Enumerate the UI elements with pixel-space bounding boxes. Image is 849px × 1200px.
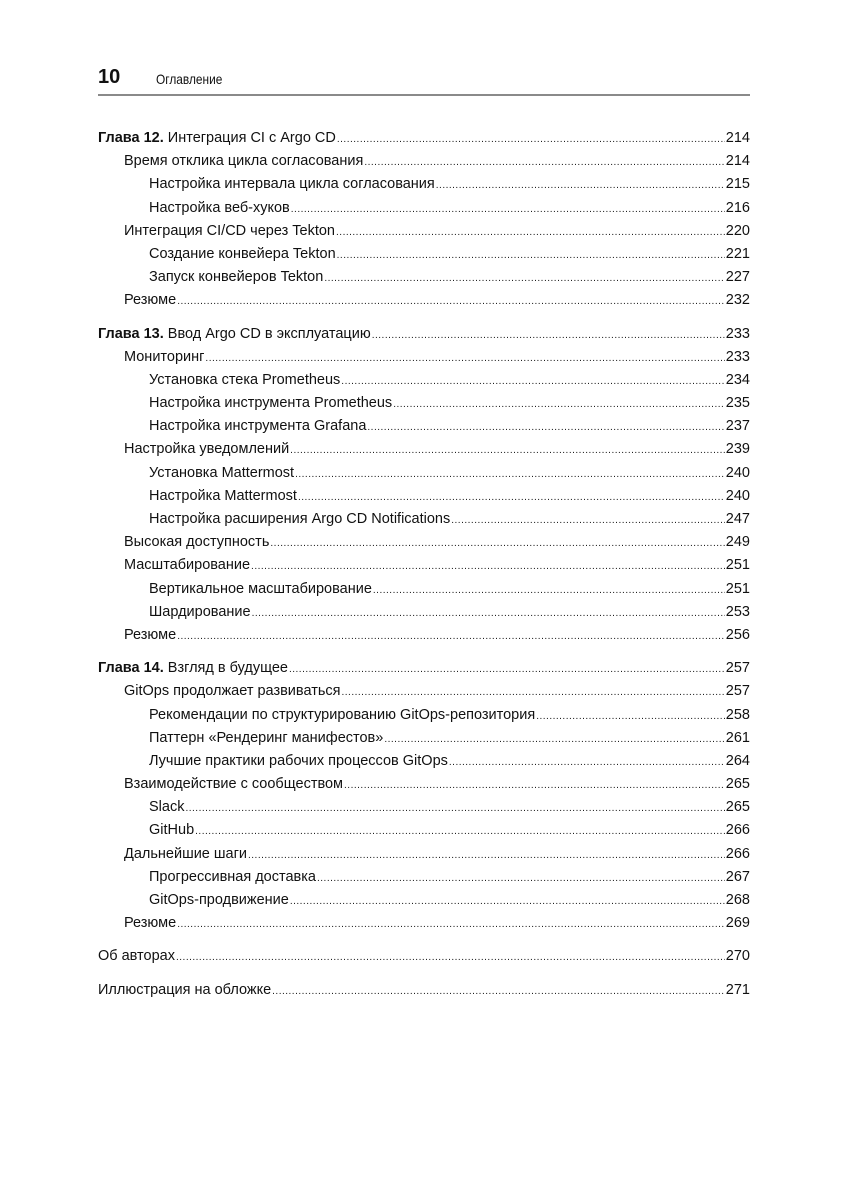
dot-leader — [373, 581, 725, 597]
toc-entry[interactable] — [98, 395, 750, 418]
toc-entry-title — [98, 130, 336, 146]
toc-entry-text: Настройка уведомлений — [124, 441, 290, 458]
dot-leader — [291, 200, 725, 216]
toc-page-number: 214 — [725, 130, 750, 146]
toc-entry-title — [124, 627, 176, 643]
toc-page-number: 265 — [725, 799, 750, 816]
toc-entry-title — [124, 223, 335, 239]
toc-entry-title — [124, 534, 269, 550]
dot-leader — [342, 683, 725, 699]
toc-entry[interactable] — [98, 982, 750, 1005]
toc-entry[interactable] — [98, 269, 750, 292]
toc-entry-title — [124, 557, 250, 573]
toc-page-number: 227 — [725, 269, 750, 286]
table-of-contents — [98, 130, 750, 1005]
toc-entry-text: Шардирование — [149, 603, 251, 620]
toc-entry-title — [124, 915, 176, 931]
toc-page-number: 271 — [725, 981, 750, 998]
toc-entry[interactable] — [98, 441, 750, 464]
dot-leader — [205, 349, 724, 365]
toc-entry-text: Резюме — [124, 292, 177, 309]
dot-leader — [298, 488, 725, 504]
toc-entry[interactable] — [98, 892, 750, 915]
toc-entry-title — [149, 799, 184, 815]
toc-entry-text: Лучшие практики рабочих процессов GitOps — [149, 752, 448, 769]
toc-entry-title — [149, 822, 194, 838]
toc-page-number: 239 — [725, 441, 750, 458]
toc-entry[interactable] — [98, 418, 750, 441]
toc-entry-text: Настройка интервала цикла согласования — [149, 176, 435, 193]
toc-entry-text: GitOps продолжает развиваться — [124, 683, 341, 700]
toc-entry-text: Интеграция CI/CD через Tekton — [124, 222, 336, 239]
toc-entry-title — [124, 683, 341, 699]
toc-entry-title — [124, 776, 343, 792]
toc-entry-text: Резюме — [124, 626, 177, 643]
toc-page-number: 256 — [725, 626, 750, 643]
toc-page-number: 266 — [725, 845, 750, 862]
dot-leader — [341, 372, 725, 388]
toc-entry[interactable] — [98, 846, 750, 869]
toc-entry-text: Мониторинг — [124, 348, 205, 365]
dot-leader — [324, 269, 724, 285]
toc-entry[interactable] — [98, 915, 750, 938]
toc-entry-title — [149, 581, 372, 597]
dot-leader — [337, 130, 725, 146]
toc-page-number: 261 — [725, 729, 750, 746]
toc-entry[interactable] — [98, 948, 750, 971]
toc-page-number: 221 — [725, 245, 750, 262]
toc-entry-text: Установка стека Prometheus — [149, 371, 341, 388]
toc-entry-text: Установка Mattermost — [149, 464, 295, 481]
toc-page-number: 264 — [725, 752, 750, 769]
dot-leader — [451, 511, 725, 527]
toc-entry-text: Дальнейшие шаги — [124, 845, 247, 862]
toc-entry[interactable] — [98, 627, 750, 650]
toc-page-number: 240 — [725, 487, 750, 504]
toc-page-number: 265 — [725, 776, 750, 793]
toc-entry-title — [149, 395, 392, 411]
dot-leader — [367, 418, 724, 434]
toc-entry-text: Интеграция CI с Argo CD — [167, 130, 336, 146]
toc-entry-title — [149, 372, 340, 388]
dot-leader — [449, 753, 725, 769]
dot-leader — [536, 707, 725, 723]
toc-page-number: 220 — [725, 222, 750, 239]
toc-entry-title — [98, 982, 271, 998]
toc-page-number: 235 — [725, 395, 750, 412]
toc-entry-title — [149, 511, 450, 527]
toc-page-number: 268 — [725, 892, 750, 908]
toc-entry-text: Ввод Argo CD в эксплуатацию — [167, 325, 371, 342]
dot-leader — [372, 326, 725, 342]
toc-entry-text: Запуск конвейеров Tekton — [149, 269, 324, 286]
toc-page-number: 240 — [725, 464, 750, 481]
toc-entry-text: Об авторах — [98, 948, 175, 965]
toc-entry-title — [149, 418, 366, 434]
toc-entry-text: GitHub — [149, 822, 195, 839]
toc-entry[interactable] — [98, 130, 750, 153]
dot-leader — [337, 246, 725, 262]
toc-entry-title — [149, 707, 535, 723]
dot-leader — [177, 627, 725, 643]
toc-page-number: 237 — [725, 418, 750, 435]
toc-entry-title — [149, 604, 251, 620]
toc-entry-title — [124, 349, 204, 365]
toc-entry-text: Иллюстрация на обложке — [98, 981, 272, 998]
chapter-label: Глава 13. — [98, 325, 164, 342]
toc-page-number: 232 — [725, 292, 750, 309]
toc-page-number: 258 — [725, 706, 750, 723]
toc-entry[interactable] — [98, 153, 750, 176]
toc-entry-text: Взаимодействие с сообществом — [124, 776, 344, 793]
dot-leader — [270, 534, 724, 550]
dot-leader — [344, 776, 725, 792]
toc-entry-text: Масштабирование — [124, 557, 251, 574]
dot-leader — [289, 660, 725, 676]
toc-entry-text: Паттерн «Рендеринг манифестов» — [149, 729, 384, 746]
section-gap — [98, 938, 750, 948]
toc-page-number: 251 — [725, 557, 750, 574]
dot-leader — [336, 223, 725, 239]
toc-entry[interactable] — [98, 557, 750, 580]
dot-leader — [295, 465, 725, 481]
toc-page-number: 234 — [725, 371, 750, 388]
toc-entry-title — [98, 326, 371, 342]
toc-entry[interactable] — [98, 372, 750, 395]
toc-page-number: 216 — [725, 199, 750, 216]
toc-entry-title — [149, 730, 383, 746]
toc-entry-text: Настройка инструмента Prometheus — [149, 395, 393, 412]
chapter-label: Глава 14. — [98, 660, 164, 677]
toc-entry-text: Рекомендации по структурированию GitOps-репозитория — [149, 706, 536, 723]
dot-leader — [393, 395, 725, 411]
toc-entry-text: Создание конвейера Tekton — [149, 245, 336, 262]
toc-entry[interactable] — [98, 349, 750, 372]
dot-leader — [185, 799, 724, 815]
toc-entry-title — [98, 660, 288, 676]
toc-entry[interactable] — [98, 326, 750, 349]
toc-entry[interactable] — [98, 822, 750, 845]
toc-page-number: 270 — [725, 948, 750, 965]
toc-entry-text: Slack — [149, 799, 185, 816]
toc-entry-title — [149, 246, 336, 262]
toc-entry[interactable] — [98, 465, 750, 488]
toc-entry[interactable] — [98, 200, 750, 223]
toc-entry-title — [149, 892, 289, 908]
toc-entry-title — [98, 948, 175, 964]
toc-page-number: 251 — [725, 580, 750, 597]
toc-entry-title — [124, 846, 247, 862]
section-gap — [98, 972, 750, 982]
toc-entry-text: Настройка расширения Argo CD Notifications — [149, 511, 451, 527]
toc-entry-text: Настройка веб-хуков — [149, 199, 290, 216]
dot-leader — [364, 153, 724, 169]
toc-entry[interactable] — [98, 776, 750, 799]
toc-page-number: 215 — [725, 176, 750, 193]
dot-leader — [176, 948, 725, 964]
toc-page-number: 257 — [725, 683, 750, 700]
toc-entry[interactable] — [98, 223, 750, 246]
toc-entry[interactable] — [98, 581, 750, 604]
dot-leader — [384, 730, 724, 746]
page-header — [98, 62, 750, 96]
toc-entry-text: Резюме — [124, 915, 177, 932]
toc-page-number: 249 — [725, 534, 750, 551]
toc-entry[interactable] — [98, 660, 750, 683]
toc-entry[interactable] — [98, 730, 750, 753]
toc-page-number: 257 — [725, 660, 750, 677]
dot-leader — [252, 604, 725, 620]
toc-page-number: 253 — [725, 603, 750, 620]
toc-entry-title — [149, 465, 294, 481]
running-title: Оглавление — [156, 71, 223, 87]
toc-entry-text: GitOps-продвижение — [149, 892, 289, 908]
toc-entry[interactable] — [98, 799, 750, 822]
toc-page-number: 269 — [725, 915, 750, 932]
toc-entry-text: Время отклика цикла согласования — [124, 153, 364, 170]
toc-entry-title — [124, 441, 289, 457]
dot-leader — [290, 441, 725, 457]
toc-entry-title — [124, 153, 363, 169]
toc-entry[interactable] — [98, 753, 750, 776]
section-gap — [98, 650, 750, 660]
toc-entry[interactable] — [98, 511, 750, 534]
toc-entry[interactable] — [98, 292, 750, 315]
toc-entry-text: Прогрессивная доставка — [149, 868, 316, 885]
toc-entry-text: Настройка инструмента Grafana — [149, 418, 367, 435]
dot-leader — [177, 292, 725, 308]
page-number: 10 — [98, 66, 121, 88]
dot-leader — [290, 892, 725, 908]
toc-page-number: 247 — [725, 511, 750, 527]
dot-leader — [177, 915, 725, 931]
toc-entry-title — [149, 176, 435, 192]
toc-entry[interactable] — [98, 534, 750, 557]
toc-entry-text: Настройка Mattermost — [149, 487, 297, 504]
toc-entry[interactable] — [98, 176, 750, 199]
toc-entry-title — [149, 269, 323, 285]
toc-entry[interactable] — [98, 604, 750, 627]
toc-entry-text: Вертикальное масштабирование — [149, 580, 372, 597]
dot-leader — [251, 557, 725, 573]
toc-page-number: 233 — [725, 325, 750, 342]
toc-entry-title — [149, 200, 290, 216]
dot-leader — [195, 822, 725, 838]
toc-page-number: 233 — [725, 348, 750, 365]
dot-leader — [317, 869, 725, 885]
toc-entry-text: Высокая доступность — [124, 534, 270, 551]
toc-entry-title — [149, 753, 448, 769]
section-gap — [98, 316, 750, 326]
toc-entry[interactable] — [98, 246, 750, 269]
toc-entry[interactable] — [98, 707, 750, 730]
toc-entry-title — [124, 292, 176, 308]
toc-page-number: 266 — [725, 822, 750, 839]
toc-entry-title — [149, 488, 297, 504]
dot-leader — [436, 176, 725, 192]
chapter-label: Глава 12. — [98, 130, 164, 146]
toc-page-number: 267 — [725, 868, 750, 885]
toc-entry-text: Взгляд в будущее — [167, 660, 288, 677]
toc-page-number: 214 — [725, 153, 750, 170]
dot-leader — [248, 846, 725, 862]
toc-entry-title — [149, 869, 316, 885]
dot-leader — [272, 982, 725, 998]
toc-entry[interactable] — [98, 488, 750, 511]
toc-entry[interactable] — [98, 683, 750, 706]
toc-entry[interactable] — [98, 869, 750, 892]
